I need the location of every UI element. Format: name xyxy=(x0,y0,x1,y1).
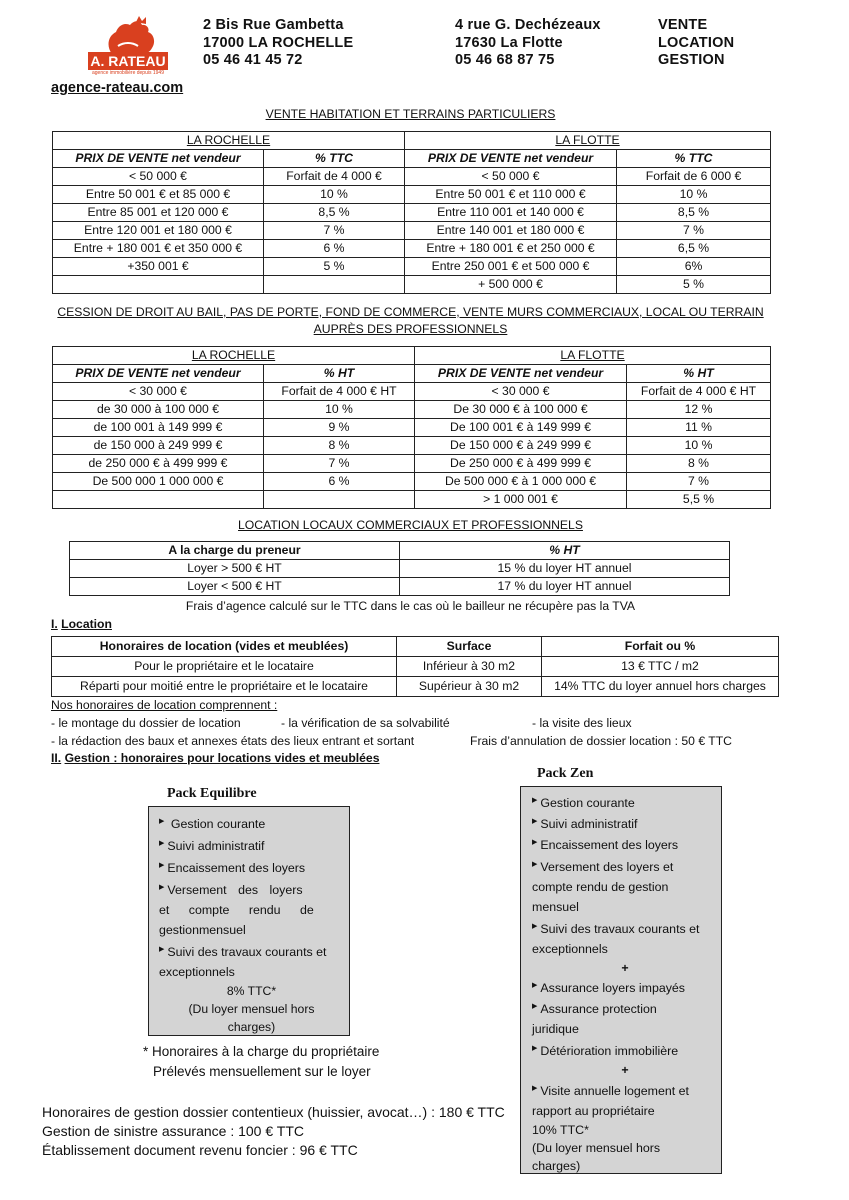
equilibre-item: ▶ Versement des loyers xyxy=(159,883,303,897)
table-cell: Entre 85 001 et 120 000 € xyxy=(53,204,264,222)
table-cell: Forfait de 4 000 € HT xyxy=(264,383,415,401)
table-cell: 6% xyxy=(617,258,771,276)
table-row xyxy=(53,258,771,276)
table-row xyxy=(53,240,771,258)
table-cell: Forfait de 4 000 € HT xyxy=(627,383,771,401)
logo-tagline: agence immobilière depuis 1949 xyxy=(92,70,164,76)
table-cell: 7 % xyxy=(627,473,771,491)
table-cell: De 500 000 1 000 000 € xyxy=(53,473,264,491)
gestion-heading: II. Gestion : honoraires pour locations vides et meublées xyxy=(51,751,380,765)
bullet-icon: ▶ xyxy=(532,1085,538,1092)
table-cell: 8 % xyxy=(627,455,771,473)
table-cell: Entre 120 001 et 180 000 € xyxy=(53,222,264,240)
table-cell: 7 % xyxy=(264,455,415,473)
table-row xyxy=(53,491,771,509)
pack-equilibre-box: ▶ Gestion courante ▶ Suivi administratif ▶ Encaissement des loyers ▶ Versement des loyers et compte rendu de gestionmensuel ▶ Suivi des travaux courants et exceptionnels 8% TTC* (Du loyer mensuel hors charges) xyxy=(148,806,350,1036)
table-cell: 10 % xyxy=(617,186,771,204)
table-cell: > 1 000 001 € xyxy=(415,491,627,509)
table-cell: De 30 000 € à 100 000 € xyxy=(415,401,627,419)
cession-title-2: AUPRÈS DES PROFESSIONNELS xyxy=(313,322,508,336)
table-cell: Entre + 180 001 € et 250 000 € xyxy=(405,240,617,258)
bullet-icon: ▶ xyxy=(159,818,165,825)
bullet-icon: ▶ xyxy=(532,1003,538,1010)
location-heading: I. Location xyxy=(51,617,112,631)
footnote-2: Prélevés mensuellement sur le loyer xyxy=(153,1064,371,1079)
table-cell: 5 % xyxy=(264,258,405,276)
footnote-1: * Honoraires à la charge du propriétaire xyxy=(143,1044,380,1059)
table-cell: 8 % xyxy=(264,437,415,455)
table-cell: Entre 50 001 € et 85 000 € xyxy=(53,186,264,204)
table-row xyxy=(53,383,771,401)
table-cell: de 100 001 à 149 999 € xyxy=(53,419,264,437)
table-cell: 5 % xyxy=(617,276,771,294)
cession-table: LA ROCHELLE LA FLOTTE PRIX DE VENTE net vendeur % HT PRIX DE VENTE net vendeur % HT < 30 000 € Forfait de 4 000 € HT < 30 000 € Forfait de 4 000 € HT de 30 000 à 100 000 € 10 % De 30 000 € à 100 000 € 12 % de 100 001 à 149 999 € 9 % De 100 001 € à 149 999 € 11 % de 150 000 à 249 999 € 8 % De 150 000 € à 249 999 € 10 % de 250 000 € à 499 999 € 7 % De 250 000 € à 499 999 € 8 % De 500 000 1 000 000 € 6 % De 500 000 € à 1 000 000 € 7 % > 1 000 001 € 5,5 % xyxy=(52,346,771,509)
table-cell: 8,5 % xyxy=(617,204,771,222)
location-include-1: - le montage du dossier de location xyxy=(51,716,241,730)
locaux-table: A la charge du preneur % HT Loyer > 500 € HT 15 % du loyer HT annuel Loyer < 500 € HT 17 % du loyer HT annuel xyxy=(69,541,730,596)
table-cell: de 150 000 à 249 999 € xyxy=(53,437,264,455)
table-cell xyxy=(264,276,405,294)
cession-title: CESSION DE DROIT AU BAIL, PAS DE PORTE, FOND DE COMMERCE, VENTE MURS COMMERCIAUX, LOCAL OU TERRAIN xyxy=(57,305,764,319)
table-row xyxy=(53,186,771,204)
agency-website[interactable]: agence-rateau.com xyxy=(51,80,184,96)
pack-zen-box: ▶ Gestion courante ▶ Suivi administratif ▶ Encaissement des loyers ▶ Versement des loyers et compte rendu de gestion mensuel ▶ Suivi des travaux courants et exceptionnels + ▶ Assurance loyers impayés ▶ Assurance protection juridique ▶ Détérioration immobilière + ▶ Visite annuelle logement et rapport au propriétaire 10% TTC* (Du loyer mensuel hors charges) xyxy=(520,786,722,1174)
address-la-flotte: 4 rue G. Dechézeaux 17630 La Flotte 05 46 68 87 75 xyxy=(455,17,601,68)
table-cell: < 50 000 € xyxy=(405,168,617,186)
bullet-icon: ▶ xyxy=(159,884,165,891)
footer-line-3: Établissement document revenu foncier : 96 € TTC xyxy=(42,1142,358,1158)
table-cell: 10 % xyxy=(627,437,771,455)
table-row xyxy=(53,437,771,455)
location-include-title: Nos honoraires de location comprennent : xyxy=(51,698,278,712)
table-cell: 5,5 % xyxy=(627,491,771,509)
address-la-rochelle: 2 Bis Rue Gambetta 17000 LA ROCHELLE 05 46 41 45 72 xyxy=(203,17,354,68)
table-row xyxy=(53,473,771,491)
services-list: VENTE LOCATION GESTION xyxy=(658,17,735,68)
table-cell: 6 % xyxy=(264,240,405,258)
table-cell: 10 % xyxy=(264,401,415,419)
table-row xyxy=(53,168,771,186)
location-include-3: - la visite des lieux xyxy=(532,716,632,730)
bullet-icon: ▶ xyxy=(532,839,538,846)
equilibre-item: ▶ Encaissement des loyers xyxy=(159,861,306,875)
table-cell: Forfait de 4 000 € xyxy=(264,168,405,186)
table-cell xyxy=(264,491,415,509)
equilibre-item: ▶ Suivi administratif xyxy=(159,839,265,853)
table-cell: 12 % xyxy=(627,401,771,419)
bullet-icon: ▶ xyxy=(532,1045,538,1052)
table-cell: 9 % xyxy=(264,419,415,437)
bullet-icon: ▶ xyxy=(532,797,538,804)
bullet-icon: ▶ xyxy=(532,982,538,989)
location-cancel-fee: Frais d’annulation de dossier location : 50 € TTC xyxy=(470,734,732,748)
agency-logo xyxy=(78,16,178,82)
table-cell: < 30 000 € xyxy=(415,383,627,401)
table-row xyxy=(53,204,771,222)
bullet-icon: ▶ xyxy=(532,818,538,825)
equilibre-item: ▶ Gestion courante xyxy=(159,817,266,831)
equilibre-item: ▶ Suivi des travaux courants et xyxy=(159,945,327,959)
table-cell: 6,5 % xyxy=(617,240,771,258)
table-cell: < 30 000 € xyxy=(53,383,264,401)
table-cell: 8,5 % xyxy=(264,204,405,222)
table-cell: de 30 000 à 100 000 € xyxy=(53,401,264,419)
table-row xyxy=(53,419,771,437)
table-cell: De 100 001 € à 149 999 € xyxy=(415,419,627,437)
footer-line-2: Gestion de sinistre assurance : 100 € TTC xyxy=(42,1123,304,1139)
table-cell: 10 % xyxy=(264,186,405,204)
table-row xyxy=(53,401,771,419)
table-row xyxy=(53,222,771,240)
bullet-icon: ▶ xyxy=(532,923,538,930)
bullet-icon: ▶ xyxy=(159,862,165,869)
table-cell: Forfait de 6 000 € xyxy=(617,168,771,186)
table-cell: De 150 000 € à 249 999 € xyxy=(415,437,627,455)
table-cell: Entre 140 001 et 180 000 € xyxy=(405,222,617,240)
table-cell: +350 001 € xyxy=(53,258,264,276)
table-cell: Entre 50 001 € et 110 000 € xyxy=(405,186,617,204)
table-cell: de 250 000 € à 499 999 € xyxy=(53,455,264,473)
vente-title: VENTE HABITATION ET TERRAINS PARTICULIERS xyxy=(265,107,556,121)
locaux-title: LOCATION LOCAUX COMMERCIAUX ET PROFESSIONNELS xyxy=(238,518,583,532)
pack-zen-title: Pack Zen xyxy=(537,766,594,781)
table-cell xyxy=(53,276,264,294)
table-row xyxy=(53,276,771,294)
locaux-note: Frais d’agence calculé sur le TTC dans le cas où le bailleur ne récupère pas la TVA xyxy=(185,599,636,613)
bullet-icon: ▶ xyxy=(532,861,538,868)
table-cell: De 500 000 € à 1 000 000 € xyxy=(415,473,627,491)
bullet-icon: ▶ xyxy=(159,840,165,847)
table-cell: 6 % xyxy=(264,473,415,491)
table-cell xyxy=(53,491,264,509)
location-include-4: - la rédaction des baux et annexes états des lieux entrant et sortant xyxy=(51,734,415,748)
bullet-icon: ▶ xyxy=(159,946,165,953)
table-cell: 7 % xyxy=(617,222,771,240)
location-table: Honoraires de location (vides et meublées) Surface Forfait ou % Pour le propriétaire et le locataire Inférieur à 30 m2 13 € TTC / m2 Réparti pour moitié entre le propriétaire et le locataire Supérieur à 30 m2 14% TTC du loyer annuel hors charges xyxy=(51,636,779,697)
footer-line-1: Honoraires de gestion dossier contentieux (huissier, avocat…) : 180 € TTC xyxy=(42,1104,505,1120)
pack-equilibre-title: Pack Equilibre xyxy=(167,786,257,801)
logo-name: A. RATEAU xyxy=(90,53,166,69)
table-cell: + 500 000 € xyxy=(405,276,617,294)
table-cell: Entre 110 001 et 140 000 € xyxy=(405,204,617,222)
table-cell: De 250 000 € à 499 999 € xyxy=(415,455,627,473)
table-cell: < 50 000 € xyxy=(53,168,264,186)
location-include-2: - la vérification de sa solvabilité xyxy=(281,716,450,730)
table-cell: Entre + 180 001 € et 350 000 € xyxy=(53,240,264,258)
table-cell: Entre 250 001 € et 500 000 € xyxy=(405,258,617,276)
vente-table: LA ROCHELLE LA FLOTTE PRIX DE VENTE net vendeur % TTC PRIX DE VENTE net vendeur % TTC < 50 000 € Forfait de 4 000 € < 50 000 € Forfait de 6 000 € Entre 50 001 € et 85 000 € 10 % Entre 50 001 € et 110 000 € 10 % Entre 85 001 et 120 000 € 8,5 % Entre 110 001 et 140 000 € 8,5 % Entre 120 001 et 180 000 € 7 % Entre 140 001 et 180 000 € 7 % Entre + 180 001 € et 350 000 € 6 % Entre + 180 001 € et 250 000 € 6,5 % +350 001 € 5 % Entre 250 001 € et 500 000 € 6% + 500 000 € 5 % xyxy=(52,131,771,294)
table-cell: 7 % xyxy=(264,222,405,240)
table-row xyxy=(53,455,771,473)
table-cell: 11 % xyxy=(627,419,771,437)
